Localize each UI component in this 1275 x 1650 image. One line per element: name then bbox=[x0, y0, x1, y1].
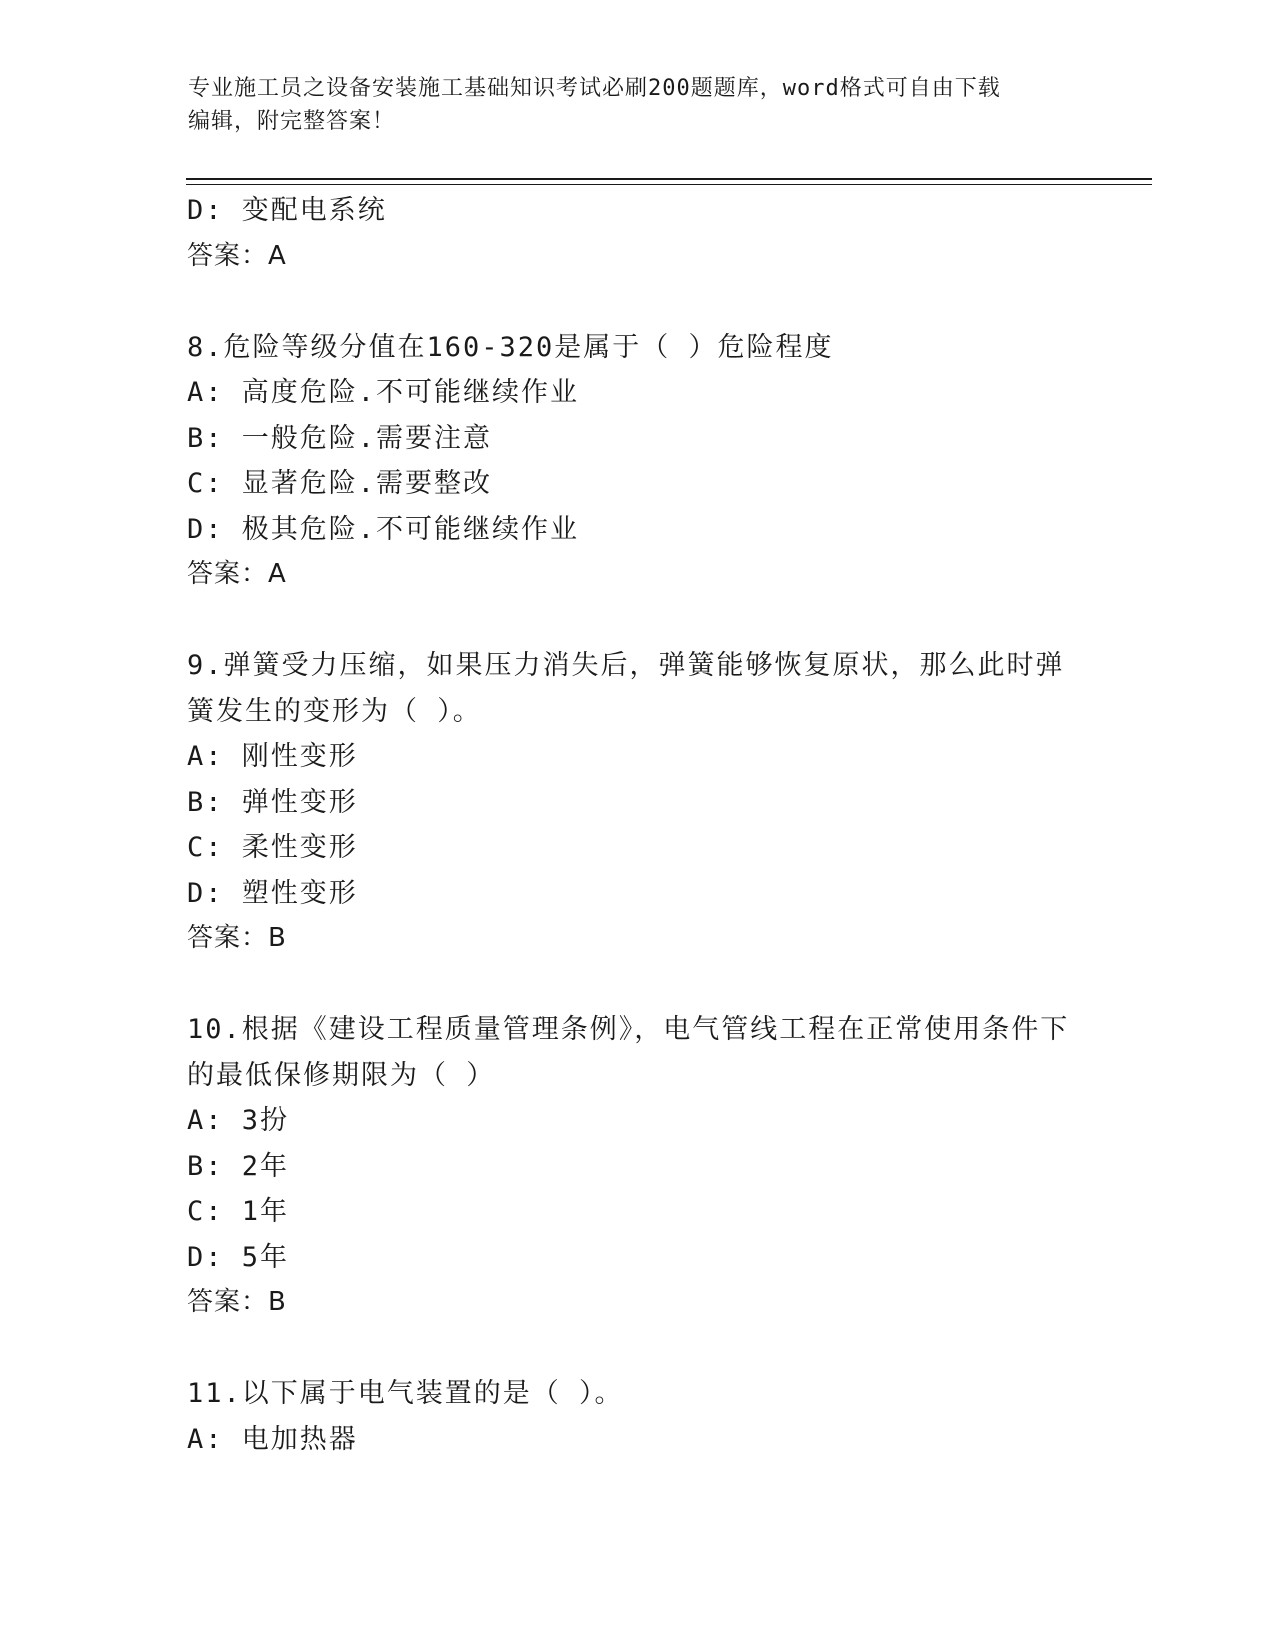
option-d: D: 5年 bbox=[187, 1241, 290, 1273]
option-a: A: 高度危险.不可能继续作业 bbox=[187, 377, 580, 408]
question-stem: 10.根据《建设工程质量管理条例》，电气管线工程在正常使用条件下 bbox=[187, 1014, 1070, 1045]
spacer bbox=[187, 1326, 1087, 1372]
document-header bbox=[188, 72, 1068, 138]
option-d: D: 极其危险.不可能继续作业 bbox=[187, 513, 580, 545]
header-rule-thin bbox=[186, 184, 1152, 185]
answer-line: 答案：A bbox=[187, 240, 287, 271]
option-b: B: 2年 bbox=[187, 1150, 290, 1182]
header-title-line-1: 专业施工员之设备安装施工基础知识考试必刷200题题库，word格式可自由下载 bbox=[188, 76, 1001, 101]
question-8 bbox=[187, 325, 1087, 598]
spacer bbox=[187, 598, 1087, 644]
answer-line: 答案：B bbox=[187, 1287, 287, 1317]
spacer bbox=[187, 962, 1087, 1008]
option-c: C: 柔性变形 bbox=[187, 832, 358, 863]
header-title-line-2: 编辑，附完整答案！ bbox=[188, 109, 396, 134]
question-stem: 8.危险等级分值在160-320是属于（ ）危险程度 bbox=[187, 331, 834, 363]
option-d: D: 塑性变形 bbox=[187, 877, 358, 909]
question-list bbox=[187, 188, 1087, 1462]
spacer bbox=[187, 279, 1087, 325]
option-b: B: 一般危险.需要注意 bbox=[187, 422, 493, 454]
option-c: C: 显著危险.需要整改 bbox=[187, 468, 493, 499]
option-a: A: 3扮 bbox=[187, 1105, 290, 1136]
option-a: A: 电加热器 bbox=[187, 1423, 358, 1455]
option-b: B: 弹性变形 bbox=[187, 786, 358, 818]
answer-line: 答案：A bbox=[187, 559, 287, 589]
question-11 bbox=[187, 1371, 1087, 1462]
option-a: A: 刚性变形 bbox=[187, 741, 358, 772]
option-d: D: 变配电系统 bbox=[187, 195, 387, 226]
question-10 bbox=[187, 1007, 1087, 1326]
question-stem: 11.以下属于电气装置的是（ ）。 bbox=[187, 1378, 624, 1409]
question-stem-continued: 簧发生的变形为（ ）。 bbox=[187, 695, 482, 727]
question-stem-continued: 的最低保修期限为（ ） bbox=[187, 1059, 496, 1091]
question-stem: 9.弹簧受力压缩，如果压力消失后，弹簧能够恢复原状，那么此时弹 bbox=[187, 650, 1065, 681]
option-c: C: 1年 bbox=[187, 1196, 290, 1227]
question-9 bbox=[187, 643, 1087, 962]
header-rule-thick bbox=[186, 178, 1152, 180]
answer-line: 答案：B bbox=[187, 923, 287, 953]
